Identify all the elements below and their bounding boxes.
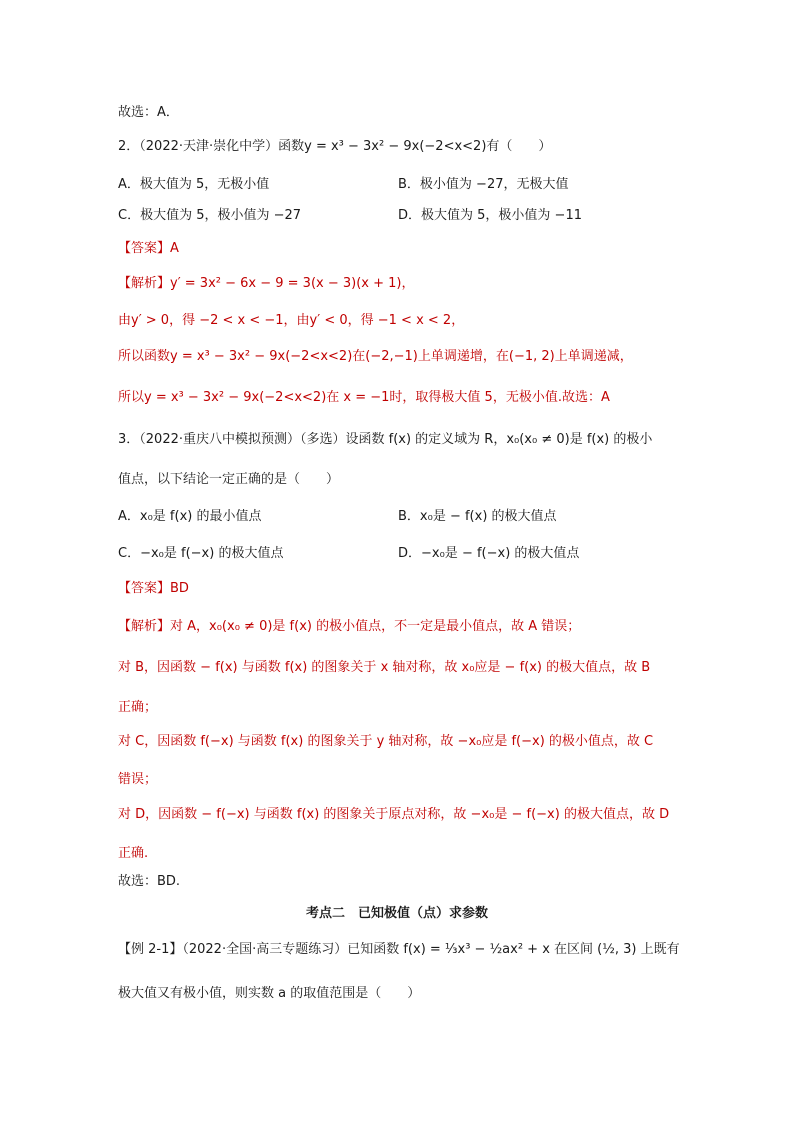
solution-3-line-6: 对 D，因函数 − f(−x) 与函数 f(x) 的图象关于原点对称，故 −x₀是 − f(−x) 的极大值点，故 D bbox=[118, 807, 670, 822]
answer-3: 【答案】BD bbox=[118, 581, 189, 596]
section-heading: 考点二 已知极值（点）求参数 bbox=[305, 906, 488, 921]
example-2-1-text: 【例 2-1】（2022·全国·高三专题练习）已知函数 f(x) = ⅓x³ − ½ax² + x 在区间 (½, 3) 上既有 bbox=[118, 942, 680, 957]
solution-3-line-4: 对 C，因函数 f(−x) 与函数 f(x) 的图象关于 y 轴对称，故 −x₀应是 f(−x) 的极小值点，故 C bbox=[118, 734, 654, 749]
answer-choice-line: 故选：A． bbox=[118, 105, 179, 120]
option-3b: B．x₀是 − f(x) 的极大值点 bbox=[398, 509, 557, 524]
question-3-line-2: 值点，以下结论一定正确的是（ ） bbox=[118, 472, 340, 487]
solution-3-line-7: 正确. bbox=[118, 846, 149, 861]
option-2d: D．极大值为 5，极小值为 −11 bbox=[398, 208, 582, 223]
option-3d: D．−x₀是 − f(−x) 的极大值点 bbox=[398, 546, 580, 561]
solution-2-line-4: 所以y = x³ − 3x² − 9x(−2<x<2)在 x = −1时，取得极大值 5，无极小值.故选：A bbox=[118, 390, 610, 405]
example-2-1-line-1 bbox=[118, 941, 680, 959]
option-2b: B．极小值为 −27，无极大值 bbox=[398, 177, 569, 192]
answer-choice-line-2: 故选：BD. bbox=[118, 874, 181, 889]
solution-3-line-1: 【解析】对 A，x₀(x₀ ≠ 0)是 f(x) 的极小值点，不一定是最小值点，故 A 错误； bbox=[118, 619, 581, 634]
solution-3-line-2: 对 B，因函数 − f(x) 与函数 f(x) 的图象关于 x 轴对称，故 x₀应是 − f(x) 的极大值点，故 B bbox=[118, 660, 651, 675]
solution-2-line-1: 【解析】y′ = 3x² − 6x − 9 = 3(x − 3)(x + 1)， bbox=[118, 276, 415, 291]
question-3-line-1: 3．（2022·重庆八中模拟预测）（多选）设函数 f(x) 的定义域为 R，x₀(x₀ ≠ 0)是 f(x) 的极小 bbox=[118, 432, 653, 447]
option-3c: C．−x₀是 f(−x) 的极大值点 bbox=[118, 546, 284, 561]
solution-2-line-2: 由y′ > 0，得 −2 < x < −1，由y′ < 0，得 −1 < x < 2， bbox=[118, 313, 465, 328]
solution-3-line-3: 正确； bbox=[118, 700, 158, 715]
solution-3-line-5: 错误； bbox=[118, 772, 158, 787]
question-2: 2．（2022·天津·崇化中学）函数y = x³ − 3x² − 9x(−2<x<2)有（ ） bbox=[118, 139, 552, 154]
option-2a: A．极大值为 5，无极小值 bbox=[118, 177, 270, 192]
option-3a: A．x₀是 f(x) 的最小值点 bbox=[118, 509, 262, 524]
example-2-1-line-2: 极大值又有极小值，则实数 a 的取值范围是（ ） bbox=[118, 986, 421, 1001]
option-2c: C．极大值为 5，极小值为 −27 bbox=[118, 208, 302, 223]
solution-2-line-3: 所以函数y = x³ − 3x² − 9x(−2<x<2)在(−2,−1)上单调递增，在(−1, 2)上单调递减， bbox=[118, 349, 633, 364]
answer-2: 【答案】A bbox=[118, 241, 179, 256]
